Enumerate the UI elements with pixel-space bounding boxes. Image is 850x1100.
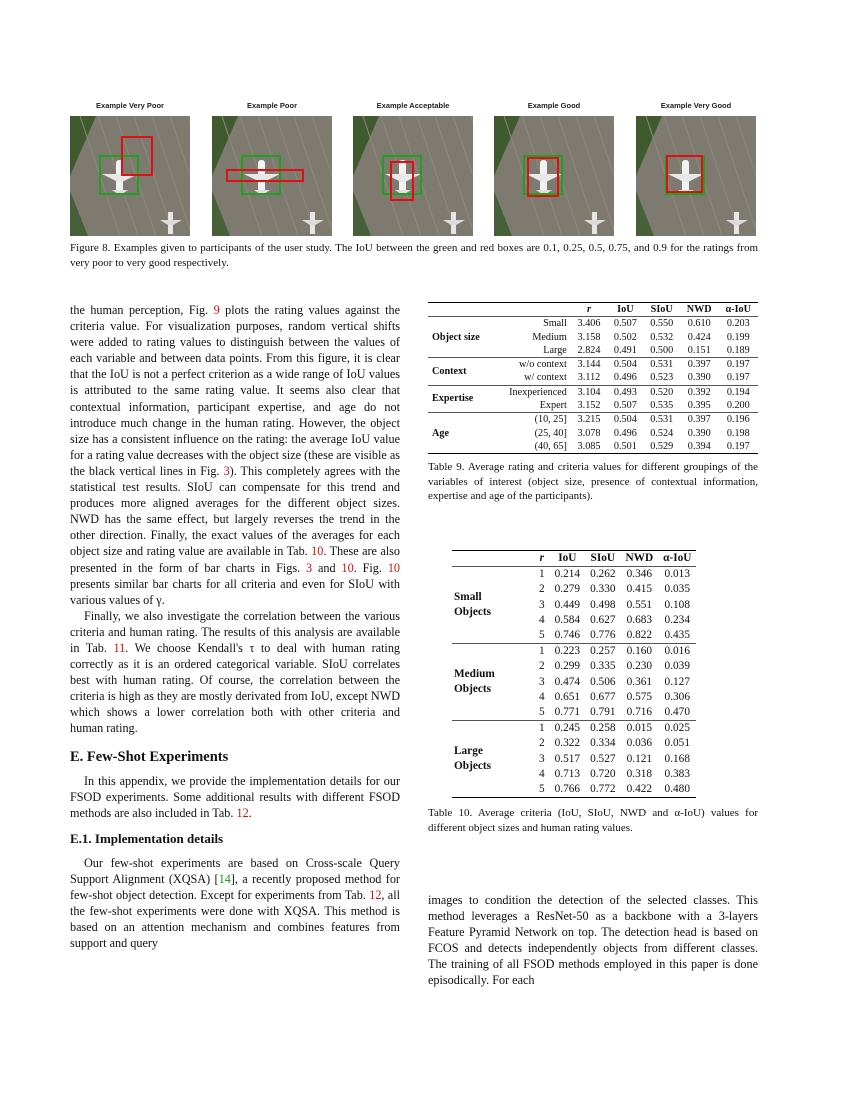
aerial-airplane-image bbox=[353, 116, 473, 236]
paragraph: images to condition the detection of the selected classes. This method leverages a ResNet-50 as a backbone with a 3-layers Feature Pyramid Network on top. The detection head is based on FCOS and detects independently objects from different classes. The training of all FSOD methods employed in this paper is done episodically. For each bbox=[428, 893, 758, 988]
figure-link[interactable]: 3 bbox=[223, 463, 230, 478]
paragraph bbox=[70, 773, 400, 821]
row-label: (40, 65] bbox=[534, 440, 567, 452]
text: . We choose Kendall's τ to deal with human rating correctly as it is an ordered categorical variable. SIoU correlates best with human rating. Of course, the correlation between the criteria is high as they are mostly derivated from IoU, except NWD which shows a lower correlation both with other criteria and human rating. bbox=[70, 640, 401, 736]
panel-title: Example Acceptable bbox=[376, 101, 450, 110]
table-cell: 0.502 bbox=[613, 331, 637, 343]
table-cell: 0.575 bbox=[626, 690, 653, 703]
table-cell: 2 bbox=[539, 737, 545, 750]
row-label: Medium bbox=[532, 331, 567, 343]
table-cell: 0.480 bbox=[664, 783, 690, 796]
header-cell: NWD bbox=[625, 552, 654, 564]
table-cell: 0.299 bbox=[554, 660, 581, 673]
table-cell: 0.025 bbox=[664, 722, 690, 735]
table-cell: 0.529 bbox=[650, 440, 674, 452]
table-cell: 3 bbox=[539, 752, 545, 765]
figure-panel bbox=[70, 100, 190, 236]
table-cell: 0.397 bbox=[687, 359, 711, 371]
table-cell: 0.198 bbox=[726, 427, 750, 439]
table-link[interactable]: 12 bbox=[236, 805, 249, 820]
figure-8-caption: Figure 8. Examples given to participants of the user study. The IoU between the green and red boxes are 0.1, 0.25, 0.5, 0.75, and 0.9 for the ratings from very poor to very good respectively. bbox=[70, 242, 758, 269]
table-cell: 3.158 bbox=[577, 331, 601, 343]
header-cell: IoU bbox=[617, 304, 634, 315]
table-cell: 0.035 bbox=[664, 583, 690, 596]
figure-link[interactable]: 3 bbox=[306, 560, 313, 575]
table-cell: 0.394 bbox=[687, 440, 711, 452]
table-cell: 0.223 bbox=[554, 645, 581, 658]
table-cell: 0.535 bbox=[650, 400, 674, 412]
table-9-grid bbox=[428, 302, 758, 454]
table-cell: 0.449 bbox=[554, 598, 581, 611]
header-cell: r bbox=[539, 552, 545, 564]
paragraph bbox=[70, 855, 400, 952]
group-label-line: Objects bbox=[454, 606, 492, 619]
table-cell: 0.791 bbox=[590, 706, 616, 719]
table-cell: 0.036 bbox=[626, 737, 653, 750]
table-cell: 4 bbox=[539, 690, 545, 703]
table-cell: 0.424 bbox=[687, 331, 711, 343]
table-cell: 0.507 bbox=[613, 318, 637, 330]
text: presents similar bar charts for all criteria and even for SIoU with various values of γ. bbox=[70, 576, 400, 607]
table-cell: 0.772 bbox=[590, 783, 616, 796]
table-10-grid bbox=[452, 550, 696, 798]
table-cell: 0.531 bbox=[650, 414, 674, 426]
panel-title: Example Poor bbox=[246, 101, 298, 110]
table-cell: 3.085 bbox=[577, 440, 601, 452]
group-label: Context bbox=[432, 365, 467, 377]
table-cell: 0.214 bbox=[554, 568, 581, 581]
table-cell: 0.550 bbox=[650, 318, 674, 330]
figure-panel bbox=[494, 100, 614, 236]
table-cell: 0.716 bbox=[626, 706, 653, 719]
table-link[interactable]: 12 bbox=[369, 888, 382, 903]
panel-title: Example Good bbox=[527, 101, 581, 110]
table-cell: 0.189 bbox=[726, 344, 750, 356]
header-cell bbox=[452, 551, 534, 567]
table-cell: 0.491 bbox=[613, 344, 637, 356]
table-cell: 0.470 bbox=[664, 706, 690, 719]
table-cell: 1 bbox=[539, 722, 545, 735]
table-cell: 0.318 bbox=[626, 767, 653, 780]
table-cell: 0.822 bbox=[626, 629, 653, 642]
table-cell: 0.474 bbox=[554, 675, 581, 688]
table-cell: 5 bbox=[539, 783, 545, 796]
header-cell: NWD bbox=[686, 304, 712, 315]
figure-link[interactable]: 10 bbox=[341, 560, 354, 575]
table-cell: 0.435 bbox=[664, 629, 690, 642]
row-label: Expert bbox=[539, 400, 567, 412]
table-cell: 0.199 bbox=[726, 331, 750, 343]
table-cell: 0.496 bbox=[613, 372, 637, 384]
text: . Fig. bbox=[353, 560, 382, 575]
table-row bbox=[452, 721, 696, 737]
table-cell: 0.234 bbox=[664, 613, 690, 626]
text: , all the few-shot experiments were done with XQSA. This method is based on an attention mechanism and combines features from support and query bbox=[70, 888, 400, 951]
table-cell: 0.610 bbox=[687, 318, 711, 330]
table-cell: 0.504 bbox=[613, 414, 637, 426]
table-9 bbox=[428, 302, 758, 504]
table-cell: 0.498 bbox=[590, 598, 616, 611]
row-label: w/o context bbox=[519, 359, 567, 371]
table-cell: 0.121 bbox=[626, 752, 653, 765]
header-cell: α-IoU bbox=[663, 552, 692, 564]
text: ], a recently proposed method for few-shot object detection. Except for experiments from Tab. bbox=[70, 872, 400, 903]
row-label: Small bbox=[543, 318, 567, 330]
table-cell: 0.200 bbox=[726, 400, 750, 412]
table-cell: 0.677 bbox=[590, 690, 616, 703]
figure-panel bbox=[212, 100, 332, 236]
table-cell: 0.651 bbox=[554, 690, 581, 703]
table-cell: 0.257 bbox=[590, 645, 616, 658]
table-header-row bbox=[452, 551, 696, 567]
figure-8 bbox=[70, 100, 756, 237]
table-link[interactable]: 11 bbox=[113, 640, 126, 655]
section-heading: E. Few-Shot Experiments bbox=[70, 748, 229, 765]
group-label-line: Objects bbox=[454, 683, 492, 696]
table-header-row bbox=[428, 303, 758, 317]
table-cell: 1 bbox=[539, 568, 545, 581]
table-10 bbox=[428, 550, 758, 835]
header-cell: IoU bbox=[558, 552, 577, 564]
text: ). This completely agrees with the statistical test results. SIoU can compensate for this trend and produces more aligned averages for the different object sizes. NWD has the same effect, but largely reverses the trend in the other direction. Finally, the exact values of the averages for each object size and rating value are available in Tab. bbox=[70, 463, 401, 559]
group-label: Expertise bbox=[432, 393, 474, 405]
table-cell: 3 bbox=[539, 598, 545, 611]
row-label: (25, 40] bbox=[534, 427, 567, 439]
table-row bbox=[428, 413, 758, 427]
table-cell: 0.245 bbox=[554, 722, 581, 735]
table-cell: 0.279 bbox=[554, 583, 581, 596]
group-label-line: Medium bbox=[454, 668, 495, 681]
table-cell: 0.504 bbox=[613, 359, 637, 371]
group-label-line: Small bbox=[454, 591, 482, 604]
table-cell: 0.531 bbox=[650, 359, 674, 371]
table-cell: 0.151 bbox=[687, 344, 711, 356]
table-cell: 0.397 bbox=[687, 414, 711, 426]
table-cell: 0.230 bbox=[626, 660, 653, 673]
table-cell: 0.493 bbox=[613, 386, 637, 398]
header-cell: SIoU bbox=[650, 304, 673, 315]
table-cell: 0.196 bbox=[726, 414, 750, 426]
group-label bbox=[452, 721, 534, 798]
table-cell: 5 bbox=[539, 706, 545, 719]
table-cell: 0.015 bbox=[626, 722, 653, 735]
header-cell bbox=[494, 303, 571, 317]
text: and bbox=[312, 560, 342, 575]
table-cell: 5 bbox=[539, 629, 545, 642]
group-label-line: Large bbox=[454, 745, 483, 758]
table-cell: 0.039 bbox=[664, 660, 690, 673]
table-cell: 0.713 bbox=[554, 767, 581, 780]
text: . These are also presented in the form of bar charts in Figs. bbox=[70, 544, 401, 575]
table-cell: 0.262 bbox=[590, 568, 616, 581]
table-10-caption: Table 10. Average criteria (IoU, SIoU, NWD and α-IoU) values for different object sizes and human rating values. bbox=[428, 807, 758, 834]
table-row bbox=[452, 644, 696, 660]
table-cell: 0.532 bbox=[650, 331, 674, 343]
table-cell: 4 bbox=[539, 767, 545, 780]
text: the human perception, Fig. bbox=[70, 303, 209, 317]
table-cell: 0.527 bbox=[590, 752, 616, 765]
text: Finally, we also investigate the correlation between the various criteria and human rating. The results of this analysis are available in Tab. bbox=[70, 608, 400, 655]
table-cell: 0.383 bbox=[664, 767, 690, 780]
table-cell: 0.346 bbox=[626, 568, 653, 581]
table-cell: 0.584 bbox=[554, 613, 581, 626]
table-cell: 0.361 bbox=[626, 675, 653, 688]
panel-title: Example Very Poor bbox=[96, 101, 164, 110]
citation-link[interactable]: 14 bbox=[218, 872, 231, 887]
table-cell: 0.390 bbox=[687, 372, 711, 384]
table-cell: 0.507 bbox=[613, 400, 637, 412]
text: plots the rating values against the criteria value. For visualization purposes, random vertical shifts were added to rating values to distinguish between the values of each variable and between data points. From this figure, it is clear that the IoU is not a perfect criterion as a wide range of IoU values is attributed to the same rating value. It seems also clear that contextual information, participant expertise, and age do not introduce much change in the human rating. However, the object size has a consistent influence on the rating: the average IoU value for a rating value decreases with the object size (these are visible as the black vertical lines in Fig. bbox=[70, 303, 400, 478]
table-cell: 0.395 bbox=[687, 400, 711, 412]
table-row bbox=[428, 317, 758, 331]
table-cell: 0.551 bbox=[626, 598, 653, 611]
panel-title: Example Very Good bbox=[660, 101, 732, 110]
table-cell: 0.016 bbox=[664, 645, 690, 658]
table-9-body bbox=[428, 317, 758, 454]
table-10-body bbox=[452, 567, 696, 798]
table-cell: 0.524 bbox=[650, 427, 674, 439]
table-cell: 0.194 bbox=[726, 386, 750, 398]
header-cell: α-IoU bbox=[725, 304, 752, 315]
table-cell: 0.766 bbox=[554, 783, 581, 796]
table-cell: 0.392 bbox=[687, 386, 711, 398]
table-cell: 0.306 bbox=[664, 690, 690, 703]
text: . bbox=[248, 805, 252, 820]
text: In this appendix, we provide the implementation details for our FSOD experiments. Some additional results with different FSOD methods are also included in Tab. bbox=[70, 773, 400, 820]
row-label: (10, 25] bbox=[534, 414, 567, 426]
table-cell: 3.406 bbox=[577, 318, 601, 330]
text: Our few-shot experiments are based on Cross-scale Query Support Alignment (XQSA) [ bbox=[70, 856, 400, 887]
table-cell: 2 bbox=[539, 583, 545, 596]
table-cell: 0.335 bbox=[590, 660, 616, 673]
table-row bbox=[428, 358, 758, 372]
table-cell: 2.824 bbox=[577, 344, 601, 356]
group-label bbox=[452, 567, 534, 644]
table-cell: 0.520 bbox=[650, 386, 674, 398]
header-cell: r bbox=[587, 304, 591, 315]
table-cell: 0.496 bbox=[613, 427, 637, 439]
table-cell: 0.771 bbox=[554, 706, 581, 719]
table-cell: 0.415 bbox=[626, 583, 653, 596]
left-column bbox=[70, 302, 400, 952]
table-cell: 0.334 bbox=[590, 737, 616, 750]
group-label-line: Objects bbox=[454, 760, 492, 773]
table-cell: 0.500 bbox=[650, 344, 674, 356]
table-cell: 0.127 bbox=[664, 675, 690, 688]
table-cell: 0.322 bbox=[554, 737, 581, 750]
row-label: Inexperienced bbox=[509, 386, 567, 398]
table-cell: 0.160 bbox=[626, 645, 653, 658]
table-cell: 0.197 bbox=[726, 372, 750, 384]
paragraph bbox=[70, 302, 400, 608]
table-cell: 0.051 bbox=[664, 737, 690, 750]
table-cell: 3.215 bbox=[577, 414, 601, 426]
table-cell: 0.203 bbox=[726, 318, 750, 330]
aerial-airplane-image bbox=[212, 116, 332, 236]
table-cell: 0.013 bbox=[664, 568, 690, 581]
table-cell: 0.776 bbox=[590, 629, 616, 642]
table-cell: 0.506 bbox=[590, 675, 616, 688]
paragraph bbox=[70, 608, 400, 737]
table-cell: 0.197 bbox=[726, 440, 750, 452]
figure-panel bbox=[353, 100, 473, 236]
header-cell: SIoU bbox=[590, 552, 616, 564]
table-cell: 0.422 bbox=[626, 783, 653, 796]
table-cell: 3.112 bbox=[577, 372, 601, 384]
subsection-heading: E.1. Implementation details bbox=[70, 830, 224, 846]
group-label: Age bbox=[432, 427, 449, 439]
table-cell: 0.517 bbox=[554, 752, 581, 765]
header-cell bbox=[428, 303, 494, 317]
table-cell: 0.390 bbox=[687, 427, 711, 439]
table-cell: 4 bbox=[539, 613, 545, 626]
table-cell: 0.523 bbox=[650, 372, 674, 384]
table-cell: 2 bbox=[539, 660, 545, 673]
row-label: w/ context bbox=[524, 372, 567, 384]
table-cell: 3.078 bbox=[577, 427, 601, 439]
right-column-text bbox=[428, 892, 758, 989]
table-9-caption: Table 9. Average rating and criteria values for different groupings of the variables of interest (object size, presence of contextual information, expertise and age of the participants). bbox=[428, 461, 758, 503]
table-cell: 3.104 bbox=[577, 386, 601, 398]
table-row bbox=[428, 385, 758, 399]
table-cell: 0.746 bbox=[554, 629, 581, 642]
table-cell: 0.258 bbox=[590, 722, 616, 735]
row-label: Large bbox=[543, 344, 567, 356]
group-label: Object size bbox=[432, 331, 480, 343]
aerial-airplane-image bbox=[494, 116, 614, 236]
figure-panel bbox=[636, 100, 756, 236]
table-cell: 0.197 bbox=[726, 359, 750, 371]
table-cell: 0.330 bbox=[590, 583, 616, 596]
table-cell: 0.683 bbox=[626, 613, 653, 626]
figure-link[interactable]: 10 bbox=[387, 560, 400, 575]
table-link[interactable]: 10 bbox=[311, 544, 324, 559]
table-cell: 3 bbox=[539, 675, 545, 688]
aerial-airplane-image bbox=[70, 116, 190, 236]
table-cell: 3.144 bbox=[577, 359, 601, 371]
table-cell: 0.720 bbox=[590, 767, 616, 780]
table-cell: 0.168 bbox=[664, 752, 690, 765]
table-cell: 0.627 bbox=[590, 613, 616, 626]
table-cell: 0.108 bbox=[664, 598, 690, 611]
aerial-airplane-image bbox=[636, 116, 756, 236]
table-cell: 3.152 bbox=[577, 400, 601, 412]
table-cell: 0.501 bbox=[613, 440, 637, 452]
figure-link[interactable]: 9 bbox=[213, 303, 220, 317]
group-label bbox=[452, 644, 534, 721]
table-row bbox=[452, 567, 696, 583]
table-cell: 1 bbox=[539, 645, 545, 658]
